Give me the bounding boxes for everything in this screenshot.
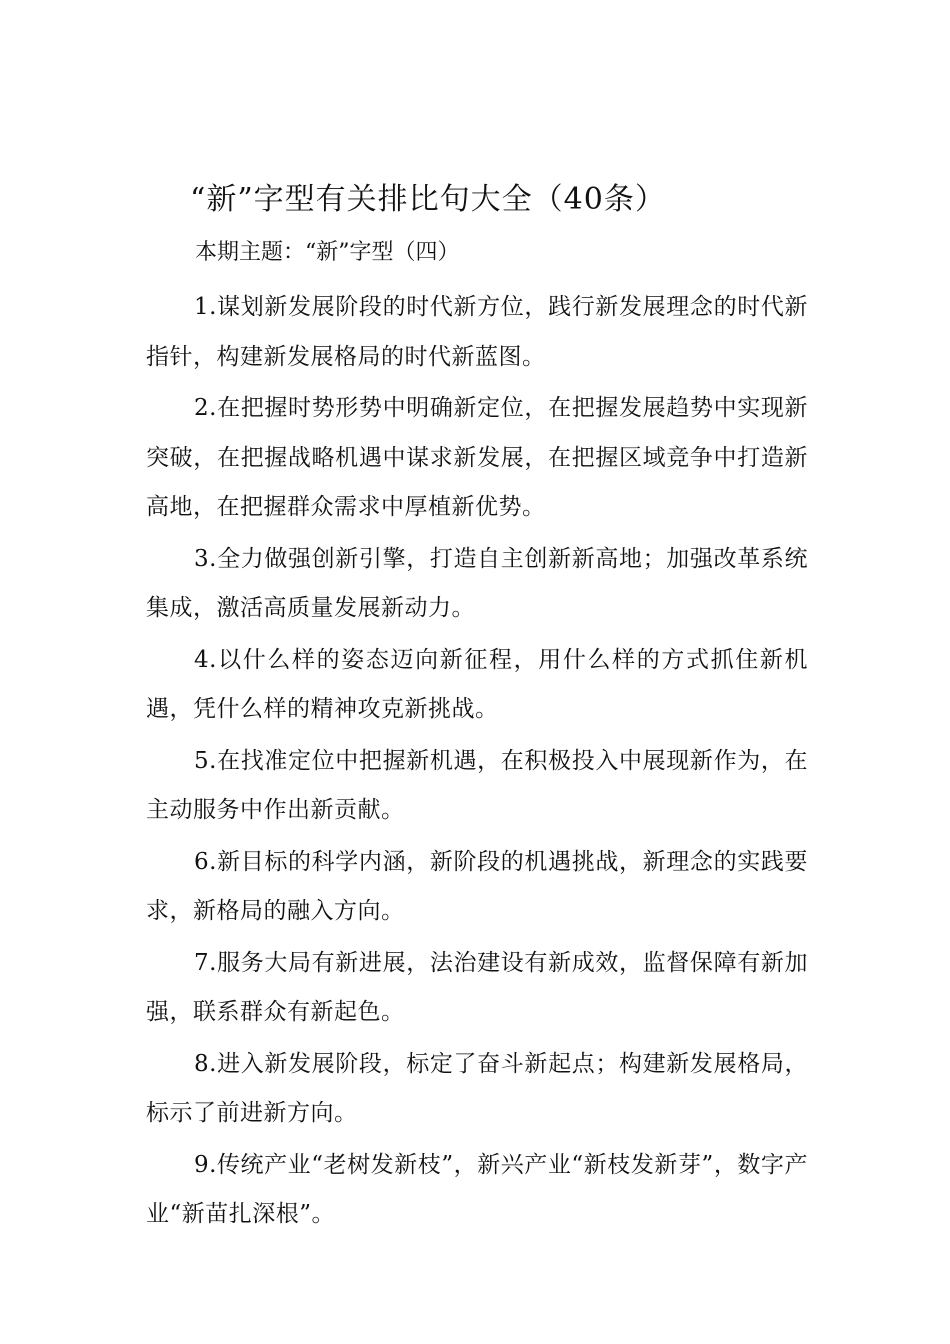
- list-item: 5.在找准定位中把握新机遇，在积极投入中展现新作为，在主动服务中作出新贡献。: [146, 747, 808, 823]
- sentence-list: [146, 283, 808, 1242]
- list-item: 7.服务大局有新进展，法治建设有新成效，监督保障有新加强，联系群众有新起色。: [146, 949, 808, 1025]
- list-item: 3.全力做强创新引擎，打造自主创新新高地；加强改革系统集成，激活高质量发展新动力。: [146, 545, 808, 621]
- list-item: 1.谋划新发展阶段的时代新方位，践行新发展理念的时代新指针，构建新发展格局的时代新蓝图。: [146, 294, 808, 370]
- list-item: 9.传统产业“老树发新枝”，新兴产业“新枝发新芽”，数字产业“新苗扎深根”。: [146, 1151, 808, 1227]
- document-subtitle: 本期主题：“新”字型（四）: [195, 240, 460, 265]
- list-item: 8.进入新发展阶段，标定了奋斗新起点；构建新发展格局，标示了前进新方向。: [146, 1050, 808, 1126]
- document-title: “新”字型有关排比句大全（40条）: [190, 182, 666, 217]
- list-item: 2.在把握时势形势中明确新定位，在把握发展趋势中实现新突破，在把握战略机遇中谋求新发展，在把握区域竞争中打造新高地，在把握群众需求中厚植新优势。: [146, 395, 808, 520]
- list-item: 6.新目标的科学内涵，新阶段的机遇挑战，新理念的实践要求，新格局的融入方向。: [146, 848, 808, 924]
- list-item: 4.以什么样的姿态迈向新征程，用什么样的方式抓住新机遇，凭什么样的精神攻克新挑战。: [146, 646, 808, 722]
